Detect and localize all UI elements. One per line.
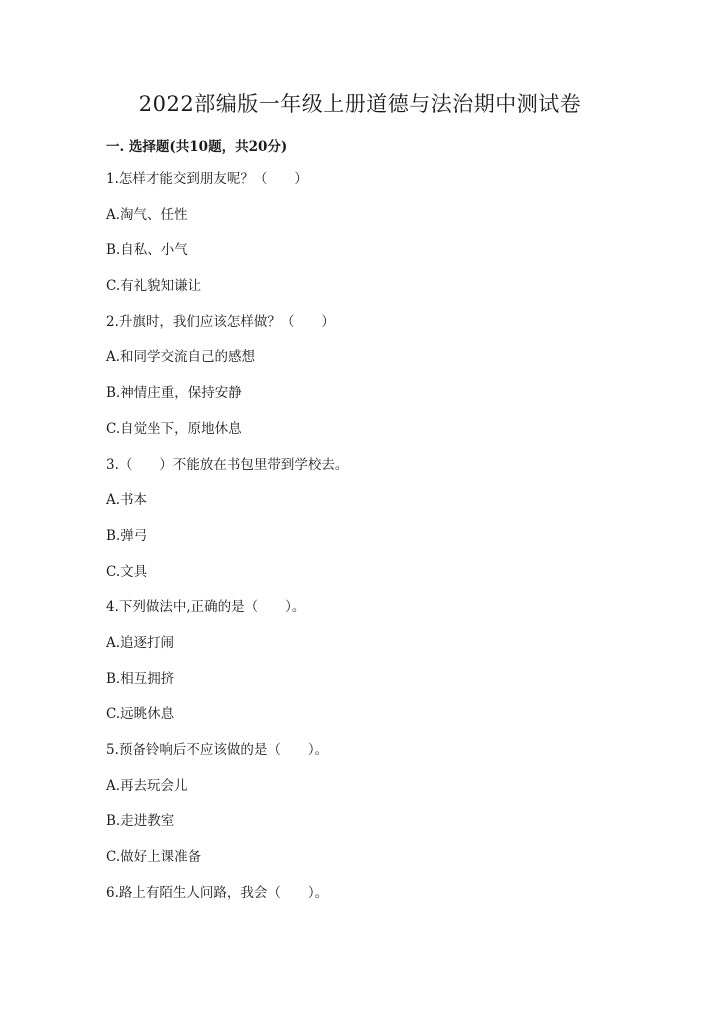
question-stem: 1.怎样才能交到朋友呢？（ ） (106, 171, 308, 187)
question-3 (106, 456, 626, 599)
option-b: B.弹弓 (106, 527, 148, 544)
option-a: A.书本 (106, 492, 148, 509)
question-stem: 5.预备铃响后不应该做的是（ ）。 (106, 742, 329, 758)
question-stem: 3.（ ）不能放在书包里带到学校去。 (106, 456, 349, 473)
option-b: B.相互拥挤 (106, 670, 175, 687)
question-6 (106, 884, 626, 920)
option-b: B.走进教室 (106, 813, 175, 830)
section-heading: 一. 选择题(共10题，共20分) (106, 139, 288, 155)
option-b: B.自私、小气 (106, 242, 188, 259)
question-5 (106, 741, 626, 884)
question-4 (106, 598, 626, 741)
option-a: A.追逐打闹 (106, 634, 175, 651)
option-a: A.和同学交流自己的感想 (106, 349, 256, 366)
option-c: C.远眺休息 (106, 706, 175, 723)
option-a: A.再去玩会儿 (106, 777, 188, 794)
question-2 (106, 313, 626, 456)
option-b: B.神情庄重，保持安静 (106, 385, 242, 402)
question-list (106, 170, 626, 919)
option-c: C.有礼貌知谦让 (106, 278, 202, 295)
option-c: C.文具 (106, 563, 148, 580)
option-c: C.自觉坐下，原地休息 (106, 420, 242, 437)
option-c: C.做好上课准备 (106, 849, 202, 866)
option-a: A.淘气、任性 (106, 206, 188, 223)
page-title: 2022部编版一年级上册道德与法治期中测试卷 (138, 92, 582, 116)
question-stem: 4.下列做法中,正确的是（ ）。 (106, 599, 306, 616)
question-1 (106, 170, 626, 313)
question-stem: 2.升旗时，我们应该怎样做？（ ） (106, 313, 335, 330)
question-stem: 6.路上有陌生人问路，我会（ ）。 (106, 884, 329, 901)
